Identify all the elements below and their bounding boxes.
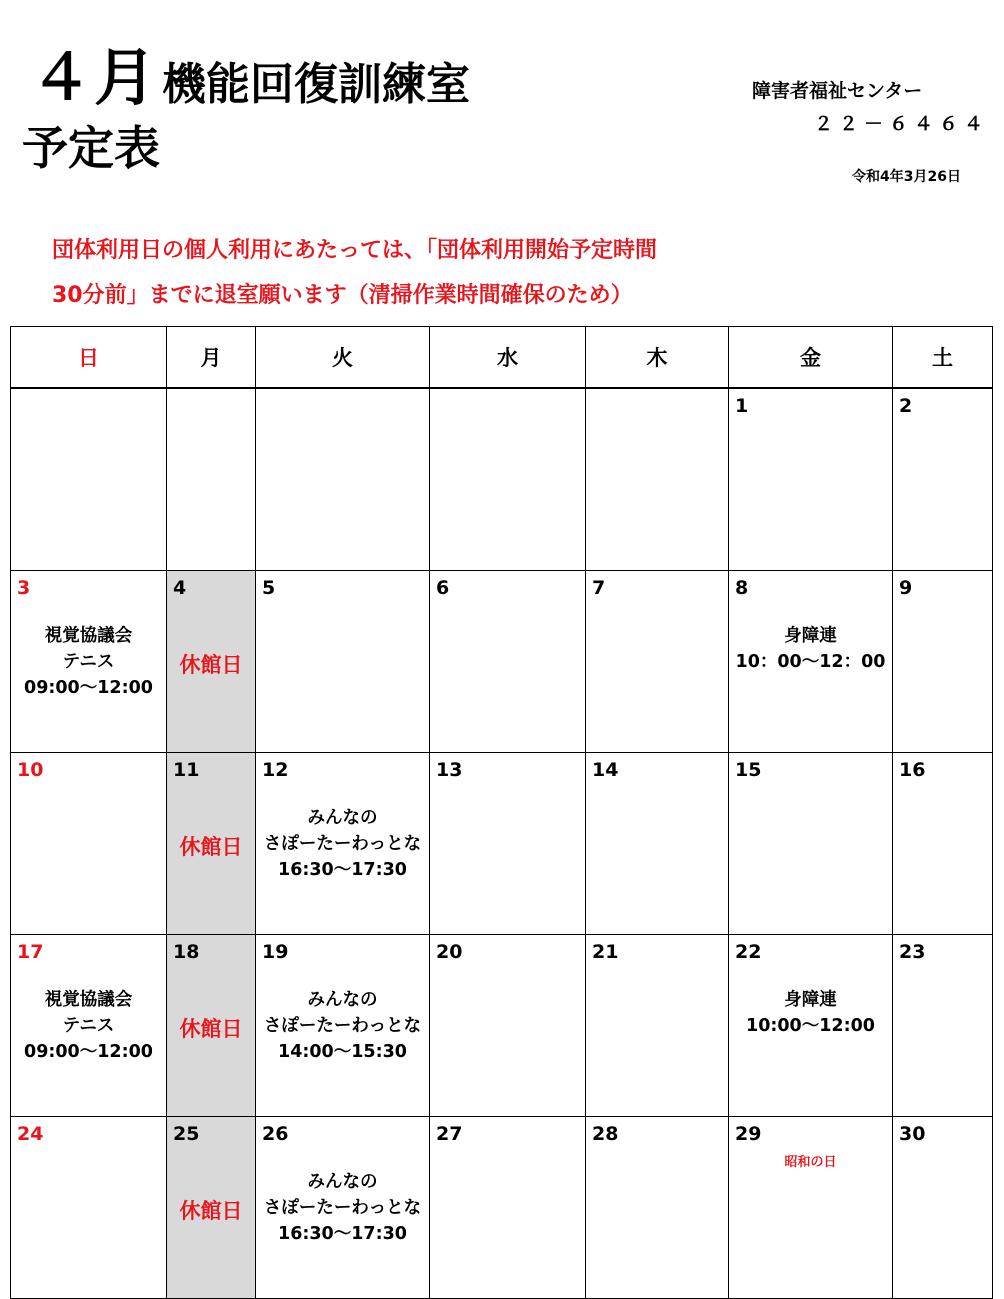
calendar-day-cell: [256, 571, 430, 753]
day-number: 18: [173, 941, 200, 963]
calendar-day-cell: [11, 571, 167, 753]
event-name: テニス: [62, 652, 115, 672]
calendar-week-row: [11, 935, 993, 1117]
weekday-friday: 金: [729, 327, 893, 389]
event-block: [256, 805, 429, 883]
event-name: さぽーたーわっとな: [263, 1198, 422, 1218]
organization-name: 障害者福祉センター: [752, 80, 923, 102]
calendar-day-cell: [11, 388, 167, 571]
closed-day-label: 休館日: [179, 1199, 243, 1223]
event-block: [11, 623, 166, 701]
day-number: 9: [899, 577, 913, 599]
calendar-day-cell: [430, 388, 586, 571]
calendar-day-cell: [11, 1117, 167, 1299]
day-number: 11: [173, 759, 200, 781]
calendar-week-row: [11, 753, 993, 935]
event-block: [729, 987, 892, 1039]
calendar-day-cell: [729, 571, 893, 753]
calendar-day-cell: [167, 753, 256, 935]
calendar-day-cell: [430, 1117, 586, 1299]
day-number: 14: [592, 759, 619, 781]
closed-day-label: 休館日: [179, 1017, 243, 1041]
event-time: 16:30～17:30: [278, 860, 407, 880]
day-number: 20: [436, 941, 463, 963]
calendar-day-cell: [167, 388, 256, 571]
day-number: 27: [436, 1123, 463, 1145]
event-name: 身障連: [784, 990, 837, 1010]
title-month: ４月: [30, 41, 159, 114]
event-name: さぽーたーわっとな: [263, 1016, 422, 1036]
day-number: 29: [735, 1123, 762, 1145]
calendar-day-cell: [256, 1117, 430, 1299]
event-name: テニス: [62, 1016, 115, 1036]
event-time: 16:30～17:30: [278, 1224, 407, 1244]
page-title: [30, 28, 470, 117]
notice-line-1: 団体利用日の個人利用にあたっては、「団体利用開始予定時間: [52, 238, 658, 263]
calendar-day-cell: [729, 1117, 893, 1299]
day-number: 1: [735, 395, 749, 417]
day-number: 28: [592, 1123, 619, 1145]
event-block: [256, 987, 429, 1065]
day-number: 24: [17, 1123, 44, 1145]
weekday-wednesday: 水: [430, 327, 586, 389]
calendar-week-row: [11, 571, 993, 753]
calendar-day-cell: [256, 753, 430, 935]
calendar-day-cell: [167, 571, 256, 753]
day-number: 16: [899, 759, 926, 781]
day-number: 25: [173, 1123, 200, 1145]
day-number: 22: [735, 941, 762, 963]
calendar-day-cell: [586, 388, 729, 571]
day-number: 26: [262, 1123, 289, 1145]
day-number: 4: [173, 577, 187, 599]
title-room-name: 機能回復訓練室: [162, 59, 471, 110]
calendar-day-cell: [167, 1117, 256, 1299]
calendar-day-cell: [167, 935, 256, 1117]
calendar-day-cell: [430, 753, 586, 935]
calendar-day-cell: [893, 935, 993, 1117]
day-number: 19: [262, 941, 289, 963]
notice-line-2: 30分前」までに退室願います（清掃作業時間確保のため）: [52, 283, 633, 308]
calendar-day-cell: [729, 388, 893, 571]
calendar-day-cell: [729, 753, 893, 935]
day-number: 30: [899, 1123, 926, 1145]
calendar-day-cell: [893, 753, 993, 935]
day-number: 5: [262, 577, 276, 599]
day-number: 10: [17, 759, 44, 781]
calendar-day-cell: [11, 753, 167, 935]
weekday-tuesday: 火: [256, 327, 430, 389]
event-time: 10:00～12:00: [746, 1016, 875, 1036]
event-name: みんなの: [307, 808, 378, 828]
calendar-day-cell: [430, 571, 586, 753]
calendar-day-cell: [11, 935, 167, 1117]
event-block: [729, 623, 892, 675]
day-number: 3: [17, 577, 31, 599]
weekday-thursday: 木: [586, 327, 729, 389]
calendar-day-cell: [586, 571, 729, 753]
event-name: 視覚協議会: [44, 626, 133, 646]
calendar-day-cell: [893, 571, 993, 753]
day-number: 7: [592, 577, 606, 599]
event-name: 視覚協議会: [44, 990, 133, 1010]
event-name: みんなの: [307, 1172, 378, 1192]
day-number: 23: [899, 941, 926, 963]
calendar-week-row: [11, 1117, 993, 1299]
weekday-monday: 月: [167, 327, 256, 389]
closed-day-label: 休館日: [179, 835, 243, 859]
calendar-day-cell: [893, 1117, 993, 1299]
calendar-day-cell: [729, 935, 893, 1117]
day-number: 6: [436, 577, 450, 599]
event-time: 09:00～12:00: [24, 1042, 153, 1062]
calendar-day-cell: [256, 935, 430, 1117]
event-name: みんなの: [307, 990, 378, 1010]
event-block: [11, 987, 166, 1065]
event-name: 身障連: [784, 626, 837, 646]
phone-number: ２２－６４６４: [814, 113, 990, 135]
holiday-label: 昭和の日: [784, 1155, 837, 1170]
issue-date: 令和4年3月26日: [852, 169, 961, 185]
weekday-saturday: 土: [893, 327, 993, 389]
calendar-table: [10, 326, 993, 1299]
event-block: [256, 1169, 429, 1247]
day-number: 15: [735, 759, 762, 781]
day-number: 13: [436, 759, 463, 781]
day-number: 8: [735, 577, 749, 599]
weekday-header-row: [11, 327, 993, 389]
event-name: さぽーたーわっとな: [263, 834, 422, 854]
event-time: 10：00～12：00: [735, 652, 886, 672]
calendar-day-cell: [586, 1117, 729, 1299]
calendar-day-cell: [256, 388, 430, 571]
day-number: 2: [899, 395, 913, 417]
weekday-sunday: 日: [11, 327, 167, 389]
day-number: 17: [17, 941, 44, 963]
calendar-day-cell: [893, 388, 993, 571]
day-number: 21: [592, 941, 619, 963]
calendar-day-cell: [586, 935, 729, 1117]
page-subtitle: 予定表: [22, 121, 160, 175]
calendar-day-cell: [430, 935, 586, 1117]
calendar-week-row: [11, 388, 993, 571]
event-time: 14:00～15:30: [278, 1042, 407, 1062]
event-time: 09:00～12:00: [24, 678, 153, 698]
closed-day-label: 休館日: [179, 653, 243, 677]
day-number: 12: [262, 759, 289, 781]
calendar-day-cell: [586, 753, 729, 935]
